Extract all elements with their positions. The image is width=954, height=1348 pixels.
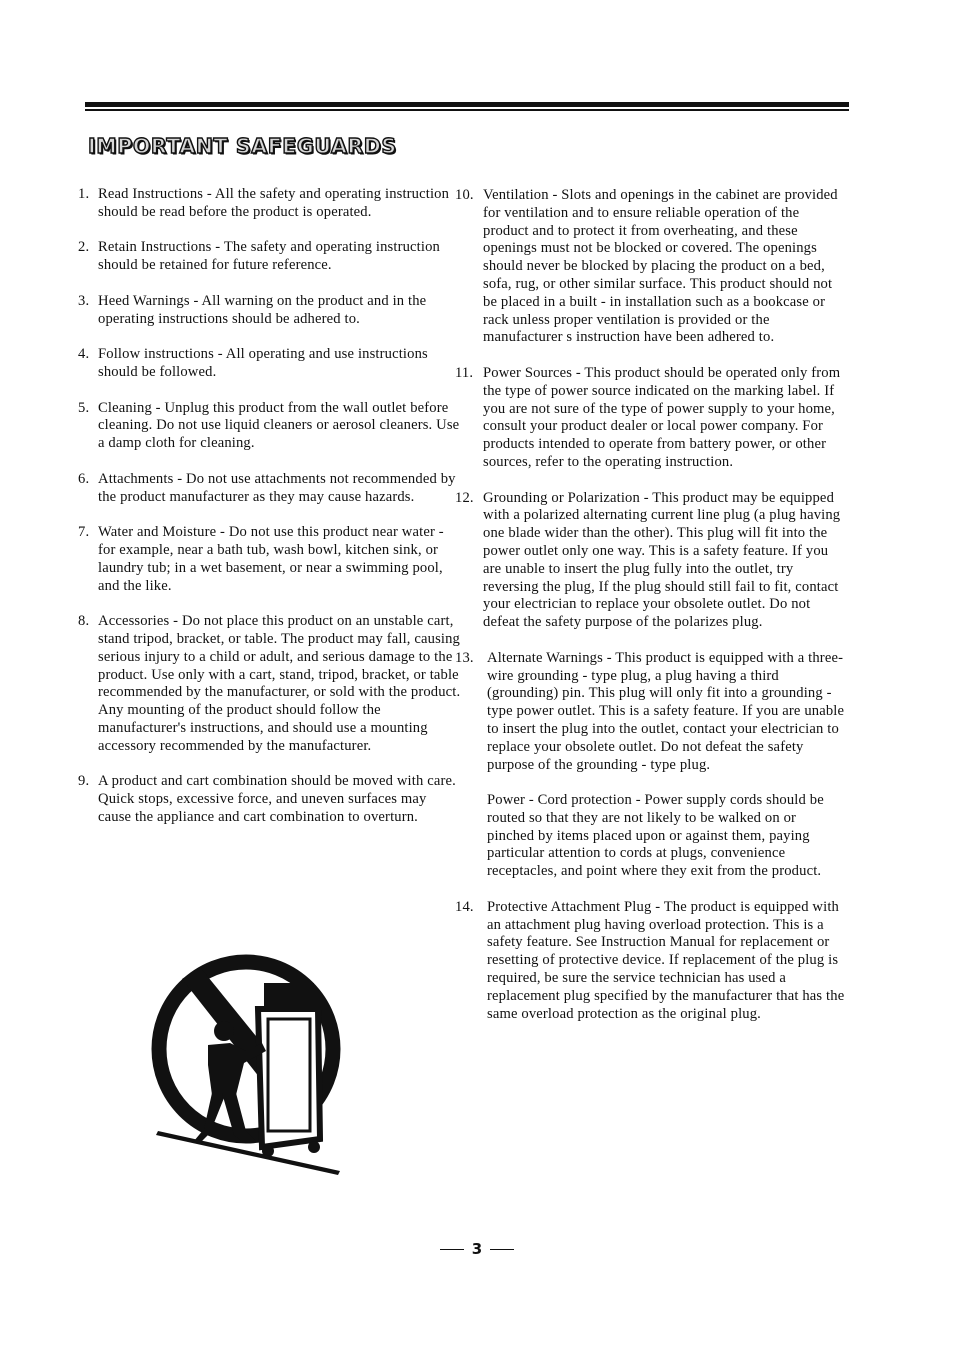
safeguard-item-7 [78, 524, 463, 595]
item-text: Protective Attachment Plug - The product is equipped with an attachment plug having overload protection. This is a safety feature. See Instruction Manual for replacement or resetting of protective device. If replacement of the plug is required, be sure the service technician has used a replacement plug specified by the manufacturer that has the same overload protection as the original plug. [487, 898, 845, 1022]
footer-dash-right [490, 1249, 514, 1251]
item-number: 10. [455, 187, 474, 203]
power-cord-protection-text: Power - Cord protection - Power supply cords should be routed so that they are not likely to be walked on or pinched by items placed upon or against them, paying particular attention to cords at plugs, convenience receptacles, and point where they exit from the product. [487, 792, 824, 880]
item-text: Cleaning - Unplug this product from the wall outlet before cleaning. Do not use liquid cleaners or aerosol cleaners. Use a damp cloth for cleaning. [98, 399, 460, 452]
item-text: Grounding or Polarization - This product may be equipped with a polarized alternating current line plug (a plug having one blade wider than the other). This plug will fit into the power outlet only one way. This is a safety feature. If you are unable to insert the plug fully into the outlet, try reversing the plug, If the plug should still fail to fit, contact your electrician to replace your obsolete outlet. Do not defeat the safety purpose of the polarizes plug. [483, 489, 841, 631]
item-text: Power Sources - This product should be operated only from the type of power source indicated on the marking label. If you are not sure of the type of power supply to your home, consult your product dealer or local power company. For products intended to operate from battery power, or other sources, refer to the operating instruction. [483, 364, 841, 470]
page-footer [0, 1240, 954, 1258]
safeguard-item-2 [78, 239, 463, 275]
item-number: 13. [455, 649, 474, 666]
page-number: 3 [471, 1240, 483, 1258]
safeguard-item-11 [455, 365, 847, 472]
safeguard-item-9 [78, 773, 463, 826]
right-column [455, 187, 847, 1041]
item-number: 12. [455, 489, 474, 506]
safeguard-item-6 [78, 471, 463, 507]
safeguard-item-3 [78, 293, 463, 329]
item-text: Accessories - Do not place this product on an unstable cart, stand tripod, bracket, or table. The product may fall, causing serious injury to a child or adult, and serious damage to the product. Use only with a cart, stand, tripod, bracket, or table recommended by the manufacturer, or sold with the product. Any mounting of the product should follow the manufacturer's instructions, and should use a mounting accessory recommended by the manufacturer. [98, 613, 461, 754]
item-number: 1. [78, 186, 90, 202]
item-text: Read Instructions - All the safety and operating instruction should be read before the product is operated. [98, 186, 450, 220]
item-text: Follow instructions - All operating and use instructions should be followed. [98, 346, 428, 380]
item-text: Ventilation - Slots and openings in the cabinet are provided for ventilation and to ensure reliable operation of the product and to protect it from overheating, and these openings must not be blocked or covered. The openings should never be blocked by placing the product on a bed, sofa, rug, or other similar surface. This product should not be placed in a built - in installation such as a bookcase or rack unless proper ventilation is provided or the manufacturer s instruction have been adhered to. [483, 187, 838, 346]
item-number: 9. [78, 773, 90, 790]
cart-tip-over-warning-icon [150, 945, 346, 1175]
item-number: 8. [78, 613, 90, 630]
safeguard-item-4 [78, 346, 463, 382]
safeguard-item-14 [455, 899, 847, 1024]
safeguard-item-10 [455, 187, 847, 347]
safeguard-item-1 [78, 186, 463, 222]
item-text: Water and Moisture - Do not use this product near water - for example, near a bath tub, wash bowl, kitchen sink, or laundry tub; in a wet basement, or near a swimming pool, and the like. [98, 524, 444, 594]
item-number: 14. [455, 898, 474, 915]
item-text: A product and cart combination should be moved with care. Quick stops, excessive force, and uneven surfaces may cause the appliance and cart combination to overturn. [98, 773, 456, 825]
item-text: Retain Instructions - The safety and operating instruction should be retained for future reference. [98, 239, 440, 274]
header-rule-thick [85, 102, 849, 107]
safeguard-item-13 [455, 650, 847, 775]
safeguard-item-12 [455, 490, 847, 632]
item-number: 2. [78, 239, 90, 256]
footer-dash-left [440, 1249, 464, 1251]
item-number: 11. [455, 364, 474, 381]
header-rule-thin [85, 109, 849, 111]
page-title: IMPORTANT SAFEGUARDS [88, 134, 397, 158]
safeguard-item-5 [78, 400, 463, 453]
item-number: 5. [78, 399, 90, 416]
item-number: 6. [78, 470, 90, 487]
item-text: Attachments - Do not use attachments not recommended by the product manufacturer as they may cause hazards. [98, 470, 456, 505]
safeguard-item-8 [78, 613, 463, 755]
item-number: 4. [78, 346, 90, 363]
item-number: 3. [78, 292, 90, 309]
item-number: 7. [78, 524, 90, 541]
item-text: Heed Warnings - All warning on the product and in the operating instructions should be adhered to. [98, 292, 427, 327]
item-text: Alternate Warnings - This product is equipped with a three- wire grounding - type plug, a plug having a third (grounding) pin. This plug will only fit into a grounding - type power outlet. This is a safety feature. If you are unable to insert the plug into the outlet, contact your electrician to replace your obsolete outlet. Do not defeat the safety purpose of the grounding - type plug. [487, 649, 845, 773]
left-column [78, 186, 463, 844]
